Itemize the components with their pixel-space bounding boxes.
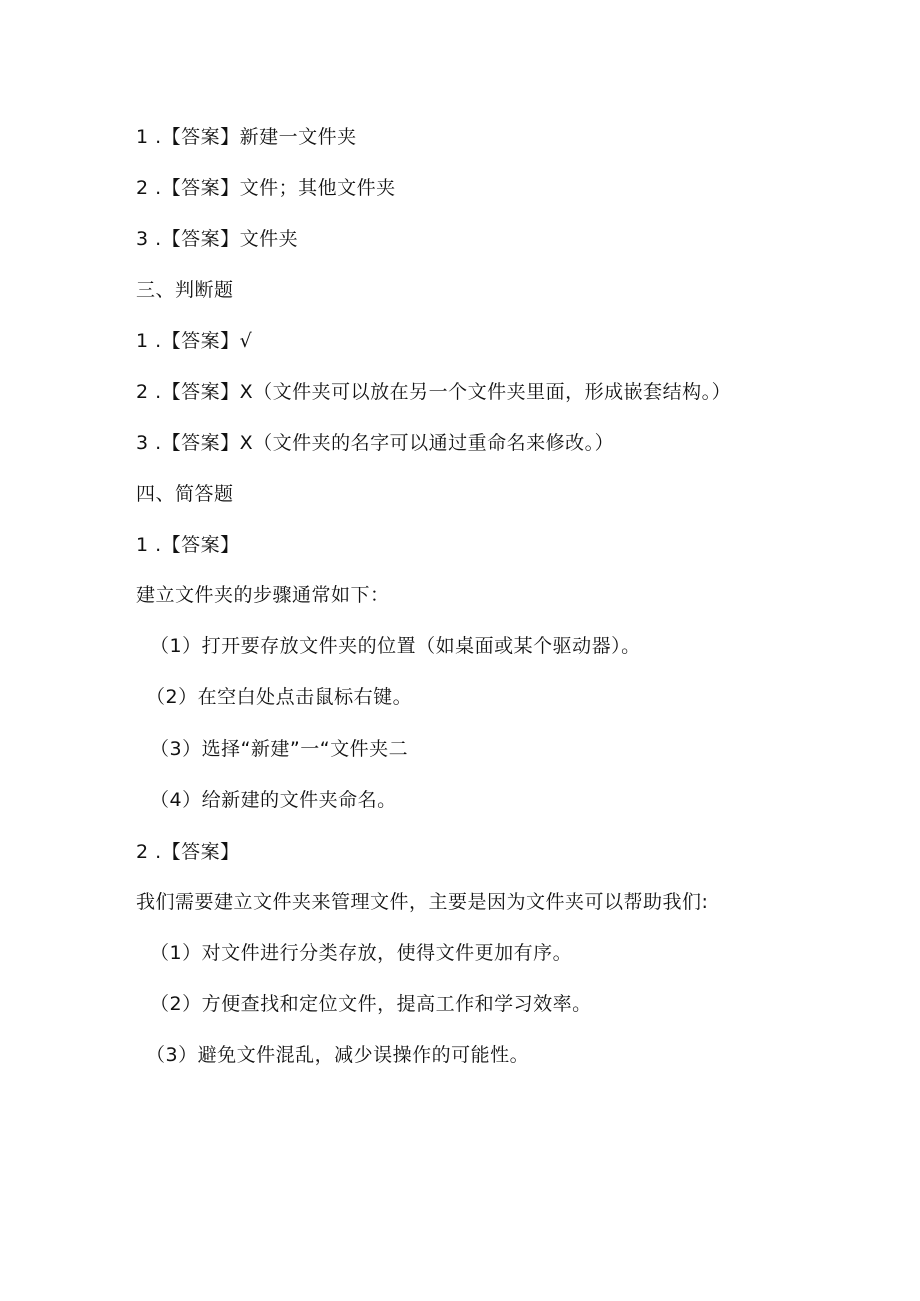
step-item: （1）打开要存放文件夹的位置（如桌面或某个驱动器）。: [150, 635, 641, 657]
answer-line: 3 .【答案】X（文件夹的名字可以通过重命名来修改。）: [136, 432, 615, 454]
answer-line: 1 .【答案】√: [136, 330, 253, 352]
answer-line: 2 .【答案】文件；其他文件夹: [136, 177, 396, 199]
section-heading: 三、判断题: [136, 279, 234, 301]
step-item: （3）选择“新建”一“文件夹二: [150, 738, 409, 760]
step-item: （3）避免文件混乱，减少误操作的可能性。: [146, 1044, 530, 1066]
answer-line: 2 .【答案】: [136, 841, 240, 863]
section-heading: 四、简答题: [136, 483, 234, 505]
step-item: （1）对文件进行分类存放，使得文件更加有序。: [150, 942, 573, 964]
paragraph-text: 我们需要建立文件夹来管理文件，主要是因为文件夹可以帮助我们:: [136, 891, 709, 913]
step-item: （4）给新建的文件夹命名。: [150, 789, 397, 811]
answer-line: 1 .【答案】: [136, 534, 240, 556]
answer-line: 2 .【答案】X（文件夹可以放在另一个文件夹里面，形成嵌套结构。）: [136, 381, 732, 403]
step-item: （2）在空白处点击鼠标右键。: [146, 686, 413, 708]
step-item: （2）方便查找和定位文件，提高工作和学习效率。: [150, 993, 592, 1015]
answer-line: 1 .【答案】新建一文件夹: [136, 126, 357, 148]
paragraph-text: 建立文件夹的步骤通常如下：: [136, 584, 390, 606]
answer-line: 3 .【答案】文件夹: [136, 228, 299, 250]
